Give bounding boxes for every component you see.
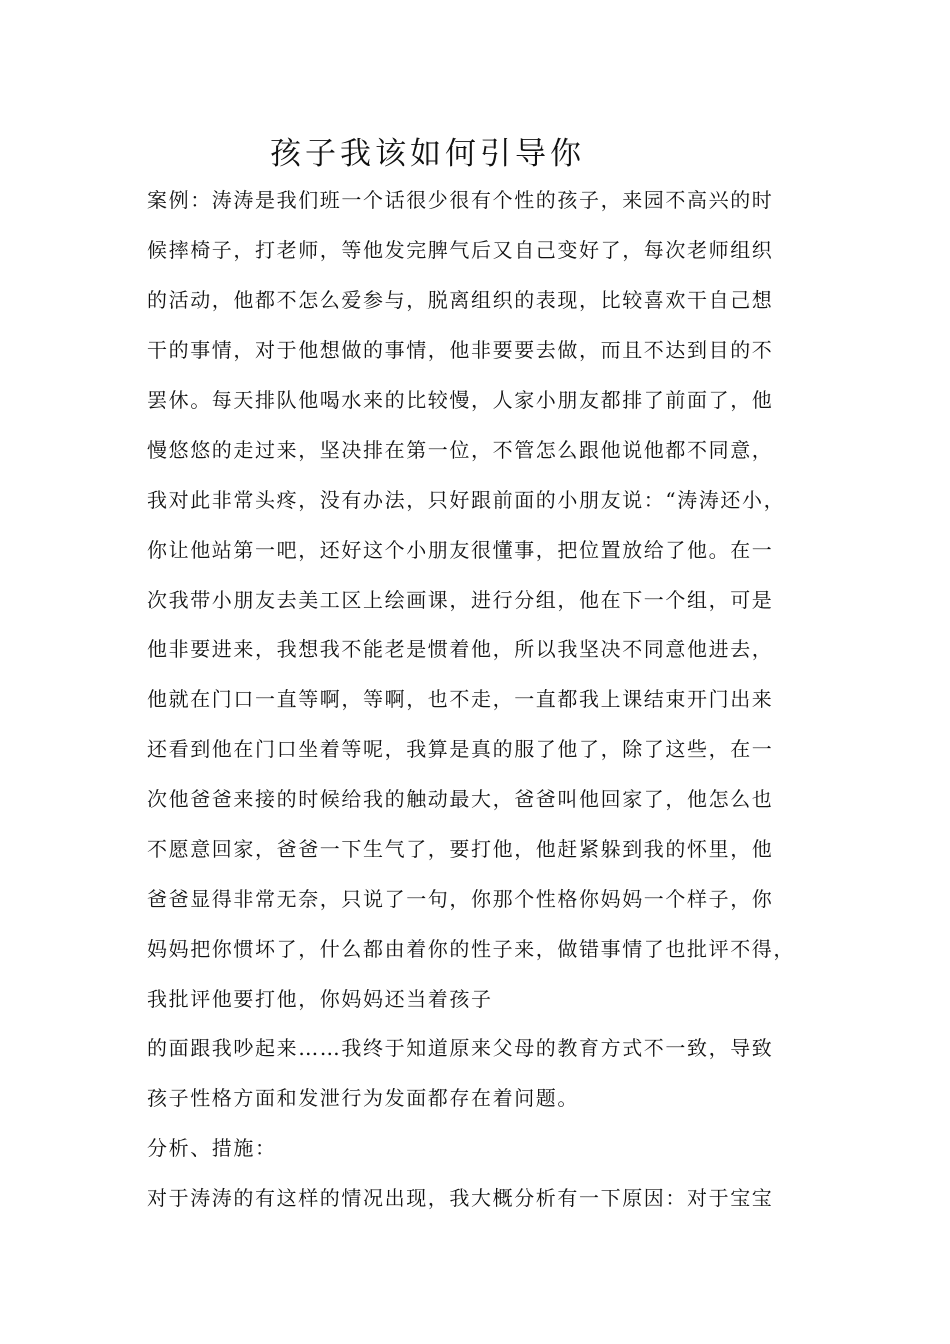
paragraph-line: 我对此非常头疼，没有办法，只好跟前面的小朋友说：“涛涛还小， xyxy=(147,488,786,512)
section-heading: 分析、措施： xyxy=(147,1136,277,1160)
paragraph-line: 次他爸爸来接的时候给我的触动最大，爸爸叫他回家了，他怎么也 xyxy=(147,787,774,811)
paragraph-line: 他非要进来，我想我不能老是惯着他，所以我坚决不同意他进去， xyxy=(147,637,774,661)
paragraph-line: 案例：涛涛是我们班一个话很少很有个性的孩子，来园不高兴的时 xyxy=(147,188,774,212)
paragraph-line: 干的事情，对于他想做的事情，他非要要去做，而且不达到目的不 xyxy=(147,338,774,362)
paragraph-line: 次我带小朋友去美工区上绘画课，进行分组，他在下一个组，可是 xyxy=(147,588,774,612)
paragraph-line: 我批评他要打他，你妈妈还当着孩子 xyxy=(147,987,493,1011)
paragraph-line: 的面跟我吵起来……我终于知道原来父母的教育方式不一致，导致 xyxy=(147,1036,774,1060)
paragraph-line: 你让他站第一吧，还好这个小朋友很懂事，把位置放给了他。在一 xyxy=(147,538,774,562)
paragraph-line: 还看到他在门口坐着等呢，我算是真的服了他了，除了这些，在一 xyxy=(147,737,774,761)
paragraph-line: 的活动，他都不怎么爱参与，脱离组织的表现，比较喜欢干自己想 xyxy=(147,288,774,312)
paragraph-line: 不愿意回家，爸爸一下生气了，要打他，他赶紧躲到我的怀里，他 xyxy=(147,837,774,861)
paragraph-line: 候摔椅子，打老师，等他发完脾气后又自己变好了，每次老师组织 xyxy=(147,238,774,262)
paragraph-line: 慢悠悠的走过来，坚决排在第一位，不管怎么跟他说他都不同意， xyxy=(147,438,774,462)
document-title: 孩子我该如何引导你 xyxy=(270,136,585,172)
paragraph-line: 他就在门口一直等啊，等啊，也不走，一直都我上课结束开门出来 xyxy=(147,687,774,711)
paragraph-line: 孩子性格方面和发泄行为发面都存在着问题。 xyxy=(147,1086,579,1110)
paragraph-line: 爸爸显得非常无奈，只说了一句，你那个性格你妈妈一个样子，你 xyxy=(147,887,774,911)
paragraph-line: 妈妈把你惯坏了，什么都由着你的性子来，做错事情了也批评不得， xyxy=(147,937,795,961)
paragraph-line: 罢休。每天排队他喝水来的比较慢，人家小朋友都排了前面了，他 xyxy=(147,388,774,412)
paragraph-line: 对于涛涛的有这样的情况出现，我大概分析有一下原因：对于宝宝 xyxy=(147,1186,774,1210)
